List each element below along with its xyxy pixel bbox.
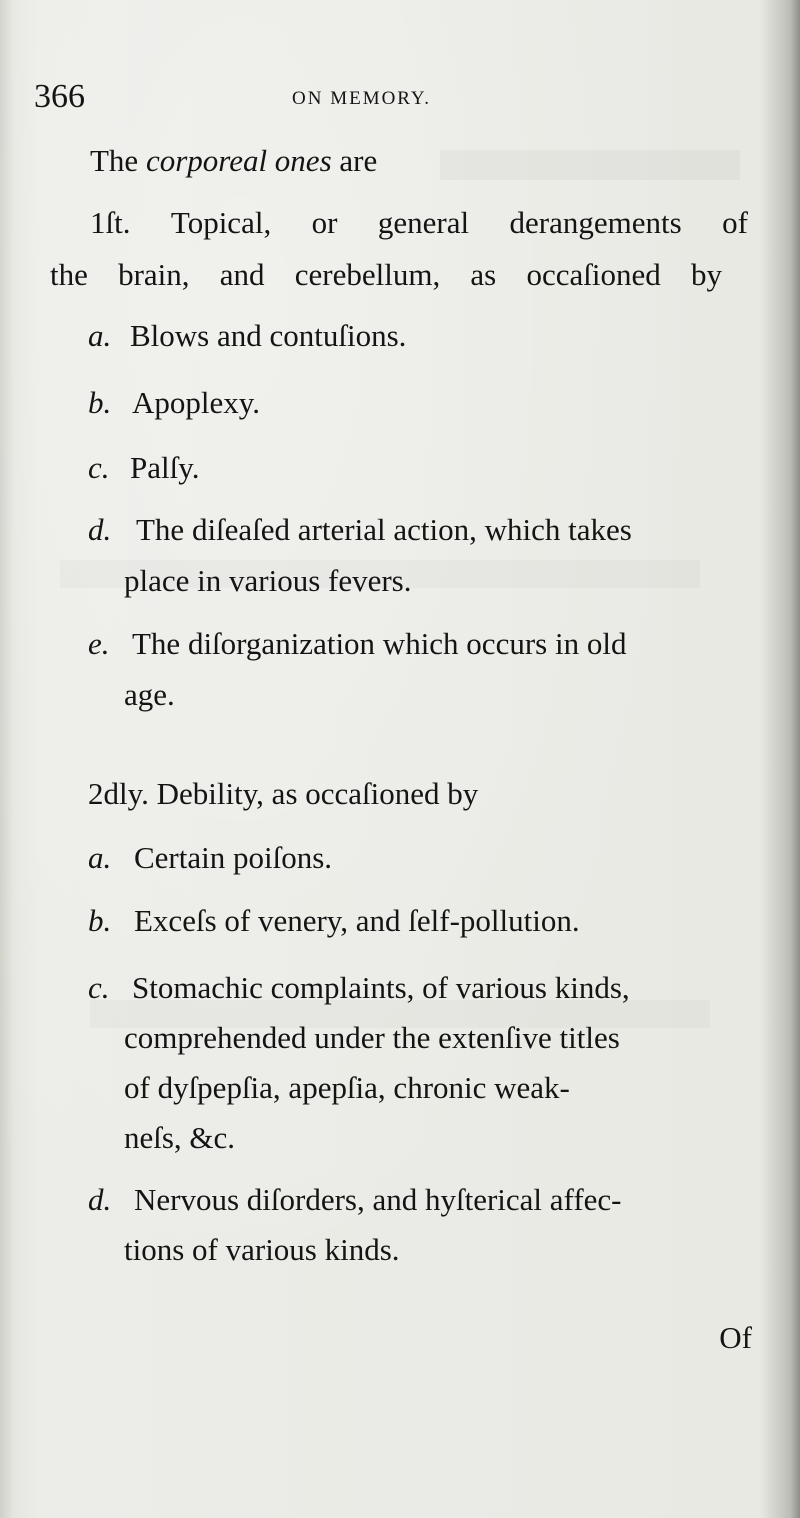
- list-item-text: Blows and contuſions.: [130, 318, 407, 353]
- page-number: 366: [34, 78, 85, 115]
- list-marker: d.: [88, 512, 112, 547]
- word: of: [722, 205, 748, 240]
- list-item-text: of dyſpepſia, apepſia, chronic weak-: [124, 1070, 570, 1105]
- list-item-text: tions of various kinds.: [124, 1232, 400, 1267]
- word: 1ſt.: [90, 205, 131, 240]
- list-item-text: place in various fevers.: [124, 563, 412, 598]
- first-cause-line-2: [50, 257, 722, 293]
- word: Topical,: [170, 205, 272, 240]
- word: brain,: [118, 257, 190, 292]
- word: occaſioned: [526, 257, 661, 292]
- list-marker: a.: [88, 318, 112, 353]
- intro-pre: The: [90, 143, 146, 178]
- list-item-text: Certain poiſons.: [134, 840, 333, 875]
- catchword: Of: [719, 1320, 752, 1355]
- word: and: [219, 257, 265, 292]
- list-item-text: comprehended under the extenſive titles: [124, 1020, 620, 1055]
- list-item-text: Stomachic complaints, of various kinds,: [132, 970, 630, 1005]
- running-head: ON MEMORY.: [292, 88, 431, 109]
- word: as: [470, 257, 497, 292]
- list-item-text: The diſeaſed arterial action, which takes: [136, 512, 632, 547]
- intro-post: are: [331, 143, 378, 178]
- list-marker: a.: [88, 840, 112, 875]
- first-cause-line-1: [90, 205, 748, 241]
- word: cerebellum,: [294, 257, 441, 292]
- page-header: [0, 78, 800, 118]
- bleed-through-shadow: [440, 150, 740, 180]
- list-marker: b.: [88, 903, 112, 938]
- list-marker: b.: [88, 385, 112, 420]
- list-item-text: Exceſs of venery, and ſelf-pollution.: [134, 903, 580, 938]
- list-marker: c.: [88, 450, 110, 485]
- list-marker: c.: [88, 970, 110, 1005]
- word: derangements: [509, 205, 682, 240]
- word: the: [50, 257, 88, 292]
- intro-italic: corporeal ones: [145, 143, 332, 178]
- list-item-text: neſs, &c.: [124, 1120, 236, 1155]
- list-marker: d.: [88, 1182, 112, 1217]
- word: or: [311, 205, 338, 240]
- intro-line: [90, 143, 377, 179]
- list-item-text: Apoplexy.: [132, 385, 260, 420]
- word: general: [377, 205, 470, 240]
- list-item-text: age.: [124, 677, 175, 712]
- list-marker: e.: [88, 626, 110, 661]
- list-item-text: Nervous diſorders, and hyſterical affec-: [134, 1182, 622, 1217]
- word: by: [690, 257, 722, 292]
- list-item-text: The diſorganization which occurs in old: [132, 626, 627, 661]
- second-cause-heading: 2dly. Debility, as occaſioned by: [88, 776, 479, 811]
- list-item-text: Palſy.: [130, 450, 200, 485]
